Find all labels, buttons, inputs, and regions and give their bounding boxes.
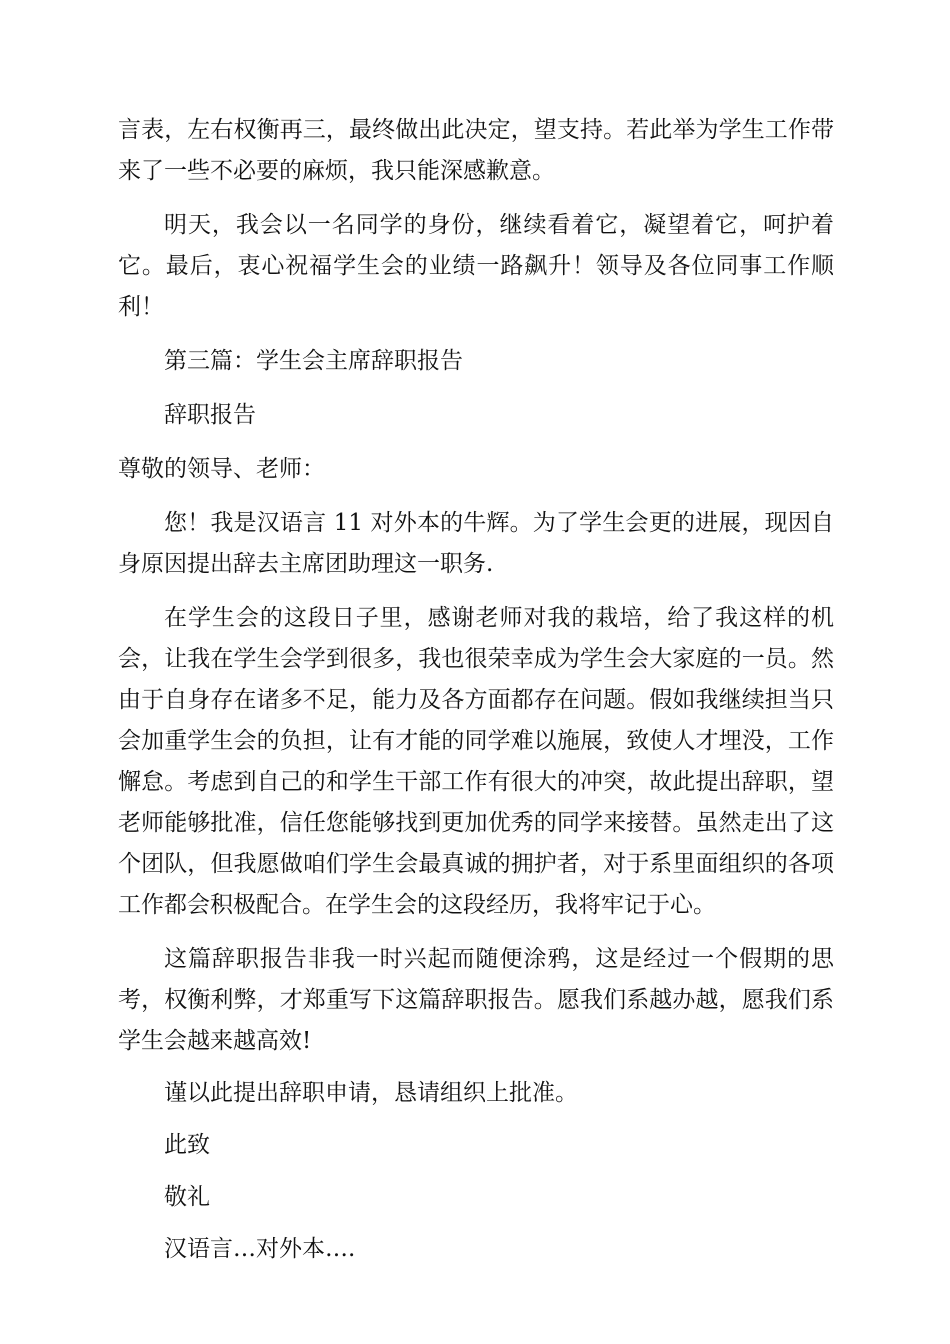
- closing-jingli: 敬礼: [164, 1184, 210, 1210]
- paragraph-conclusion: 这篇辞职报告非我一时兴起而随便涂鸦，这是经过一个假期的思考，权衡利弊，才郑重写下这篇辞职报告。愿我们系越办越，愿我们系学生会越来越高效!: [118, 946, 834, 1054]
- signature: 汉语言…对外本….: [164, 1236, 356, 1262]
- section-heading: 第三篇：学生会主席辞职报告: [164, 348, 463, 374]
- report-title: 辞职报告: [164, 402, 256, 428]
- paragraph-reasons: 在学生会的这段日子里，感谢老师对我的栽培，给了我这样的机会，让我在学生会学到很多，我也很荣幸成为学生会大家庭的一员。然由于自身存在诸多不足，能力及各方面都存在问题。假如我继续担当只会加重学生会的负担，让有才能的同学难以施展，致使人才埋没，工作懈怠。考虑到自己的和学生干部工作有很大的冲突，故此提出辞职，望老师能够批准，信任您能够找到更加优秀的同学来接替。虽然走出了这个团队，但我愿做咱们学生会最真诚的拥护者，对于系里面组织的各项工作都会积极配合。在学生会的这段经历，我将牢记于心。: [118, 605, 834, 918]
- closing-cizhi: 此致: [164, 1132, 210, 1158]
- document-page: [118, 110, 834, 1270]
- paragraph-closing-remarks: 言表，左右权衡再三，最终做出此决定，望支持。若此举为学生工作带来了一些不必要的麻烦，我只能深感歉意。: [118, 117, 834, 184]
- paragraph-request: 谨以此提出辞职申请，恳请组织上批准。: [164, 1080, 578, 1106]
- paragraph-introduction: 您！我是汉语言 11 对外本的牛辉。为了学生会更的进展，现因自身原因提出辞去主席团助理这一职务.: [118, 510, 834, 577]
- salutation: 尊敬的领导、老师：: [118, 456, 325, 482]
- paragraph-farewell: 明天，我会以一名同学的身份，继续看着它，凝望着它，呵护着它。最后，衷心祝福学生会的业绩一路飙升！领导及各位同事工作顺利！: [118, 212, 834, 320]
